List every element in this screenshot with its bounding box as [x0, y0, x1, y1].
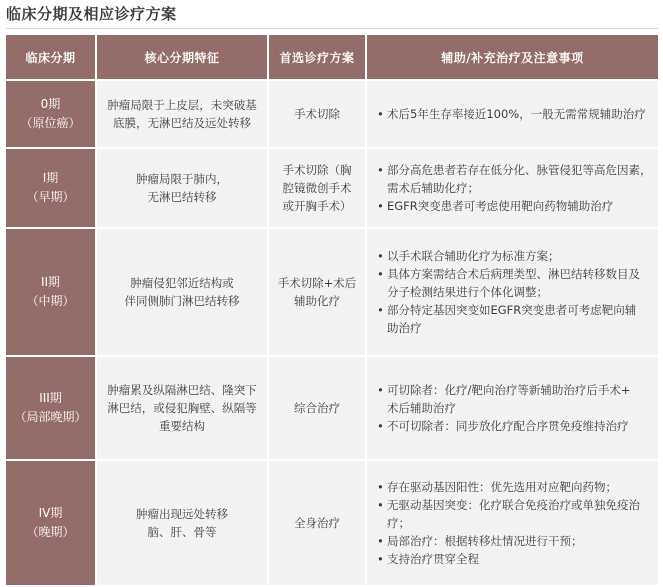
notes-list: [377, 247, 650, 337]
feature-line: 肿瘤侵犯邻近结构或: [130, 276, 234, 290]
stage-name: IV期: [38, 506, 63, 520]
treatment-cell: [268, 80, 366, 148]
treatment-cell: [268, 460, 366, 586]
note-line: • 以手术联合辅助化疗为标准方案；: [387, 249, 560, 263]
stage-cell: [6, 148, 96, 228]
feature-cell: [96, 228, 268, 356]
treatment-cell: [268, 228, 366, 356]
header-features: 核心分期特征: [96, 35, 268, 80]
note-line: 助治疗: [387, 321, 422, 335]
feature-line: 脑、肝、骨等: [147, 525, 217, 539]
header-stage: 临床分期: [6, 35, 96, 80]
note-line: • 支持治疗贯穿全程: [387, 552, 479, 566]
note-line: • 可切除者：化疗/靶向治疗等新辅助治疗后手术+: [387, 383, 631, 397]
notes-cell: [366, 460, 658, 586]
notes-cell: [366, 80, 658, 148]
staging-table: [6, 35, 658, 587]
feature-line: 伴同侧肺门淋巴结转移: [124, 294, 240, 308]
stage-cell: [6, 80, 96, 148]
feature-cell: [96, 80, 268, 148]
treatment-cell: [268, 148, 366, 228]
note-line: • 不可切除者：同步放化疗配合序贯免疫维持治疗: [387, 419, 629, 433]
treatment-line: 手术切除（胸: [282, 163, 352, 177]
treatment-line: 综合治疗: [294, 401, 340, 415]
stage-subtitle: （早期）: [26, 190, 75, 204]
note-line: • 术后5年生存率接近100%，一般无需常规辅助治疗: [387, 107, 646, 121]
notes-list: [377, 381, 650, 435]
note-item: [377, 496, 650, 532]
notes-cell: [366, 148, 658, 228]
stage-name: I期: [42, 171, 59, 185]
treatment-cell: [268, 356, 366, 460]
treatment-line: 或开胸手术）: [282, 199, 352, 213]
table-row: [6, 80, 658, 148]
note-item: [377, 161, 650, 197]
stage-name: III期: [39, 391, 62, 405]
feature-line: 肿瘤局限于上皮层，未突破基: [107, 98, 257, 112]
stage-subtitle: （局部晚期）: [14, 410, 87, 424]
feature-line: 肿瘤累及纵隔淋巴结、隆突下: [107, 383, 257, 397]
notes-list: [377, 161, 650, 215]
note-line: • 存在驱动基因阳性：优先选用对应靶向药物；: [387, 480, 617, 494]
page-title: 临床分期及相应诊疗方案: [6, 5, 177, 23]
stage-subtitle: （晚期）: [26, 525, 75, 539]
note-item: [377, 265, 650, 301]
feature-line: 底膜，无淋巴结及远处转移: [113, 116, 251, 130]
stage-cell: [6, 460, 96, 586]
note-line: 分子检测结果进行个体化调整；: [387, 285, 548, 299]
stage-name: 0期: [40, 97, 61, 111]
notes-list: [377, 478, 650, 568]
note-line: 术后辅助治疗: [387, 401, 456, 415]
table-row: [6, 460, 658, 586]
feature-line: 淋巴结，或侵犯胸壁、纵隔等: [107, 401, 257, 415]
title-divider: [6, 28, 658, 29]
notes-cell: [366, 356, 658, 460]
stage-subtitle: （原位癌）: [20, 116, 81, 130]
note-line: • 局部治疗：根据转移灶情况进行干预；: [387, 534, 583, 548]
note-item: [377, 301, 650, 337]
stage-name: II期: [40, 275, 61, 289]
feature-line: 肿瘤出现远处转移: [136, 507, 228, 521]
note-item: [377, 550, 650, 568]
stage-subtitle: （中期）: [26, 294, 75, 308]
feature-cell: [96, 356, 268, 460]
table-row: [6, 148, 658, 228]
treatment-line: 腔镜微创手术: [282, 181, 352, 195]
notes-cell: [366, 228, 658, 356]
note-line: • 部分特定基因突变如EGFR突变患者可考虑靶向辅: [387, 303, 637, 317]
note-line: 需术后辅助化疗；: [387, 181, 479, 195]
feature-line: 无淋巴结转移: [147, 190, 217, 204]
table-header-row: [6, 35, 658, 80]
note-item: [377, 478, 650, 496]
treatment-line: 全身治疗: [294, 516, 340, 530]
stage-cell: [6, 356, 96, 460]
table-row: [6, 228, 658, 356]
table-row: [6, 356, 658, 460]
treatment-line: 辅助化疗: [294, 294, 340, 308]
header-notes: 辅助/补充治疗及注意事项: [366, 35, 658, 80]
note-item: [377, 417, 650, 435]
treatment-line: 手术切除: [294, 107, 340, 121]
note-line: • 具体方案需结合术后病理类型、淋巴结转移数目及: [387, 267, 640, 281]
note-item: [377, 381, 650, 417]
feature-cell: [96, 460, 268, 586]
note-item: [377, 105, 650, 123]
note-item: [377, 247, 650, 265]
treatment-line: 手术切除+术后: [277, 276, 357, 290]
feature-line: 重要结构: [159, 419, 205, 433]
note-line: • 部分高危患者若存在低分化、脉管侵犯等高危因素，: [387, 163, 652, 177]
note-line: • EGFR突变患者可考虑使用靶向药物辅助治疗: [387, 199, 614, 213]
note-item: [377, 197, 650, 215]
stage-cell: [6, 228, 96, 356]
note-item: [377, 532, 650, 550]
note-line: 疗；: [387, 516, 410, 530]
feature-cell: [96, 148, 268, 228]
header-treatment: 首选诊疗方案: [268, 35, 366, 80]
notes-list: [377, 105, 650, 123]
feature-line: 肿瘤局限于肺内，: [136, 172, 228, 186]
note-line: • 无驱动基因突变：化疗联合免疫治疗或单独免疫治: [387, 498, 640, 512]
